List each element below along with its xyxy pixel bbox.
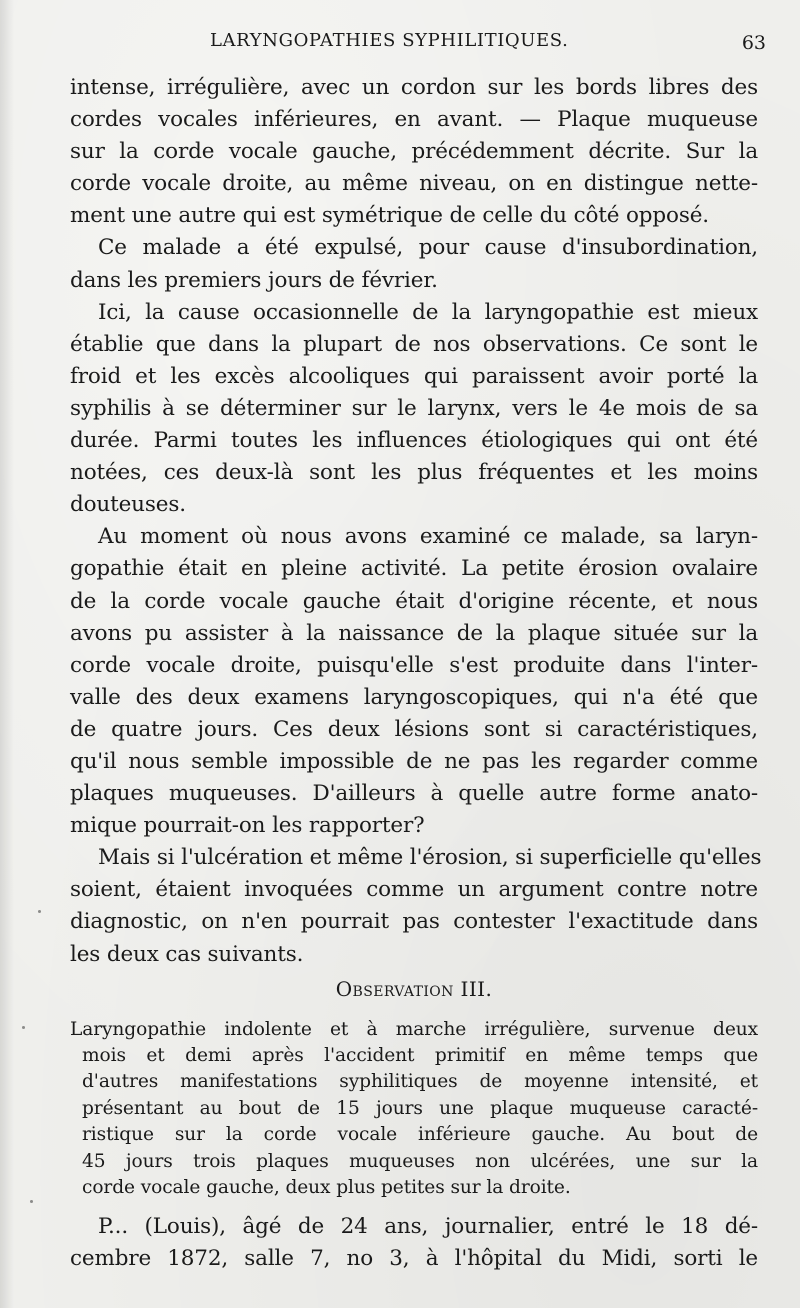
text-line: de la corde vocale gauche était d'origine récente, et nous bbox=[70, 588, 758, 614]
text-line: Ici, la cause occasionnelle de la laryngopathie est mieux bbox=[98, 299, 758, 325]
text-line: qu'il nous semble impossible de ne pas les regarder comme bbox=[70, 748, 758, 774]
page-header bbox=[70, 30, 766, 60]
text-line: durée. Parmi toutes les influences étiologiques qui ont été bbox=[70, 428, 758, 454]
text-line: diagnostic, on n'en pourrait pas contester l'exactitude dans bbox=[70, 909, 758, 935]
text-line: notées, ces deux-là sont les plus fréquentes et les moins bbox=[70, 460, 758, 486]
page-shadow-edge bbox=[0, 0, 14, 1308]
paragraph-diagnosis bbox=[70, 842, 762, 970]
paragraph-cause bbox=[70, 297, 758, 522]
text-line: douteuses. bbox=[70, 492, 186, 518]
text-line: dans les premiers jours de février. bbox=[70, 267, 438, 293]
paragraph-expulsion bbox=[70, 232, 758, 296]
text-line: cordes vocales inférieures, en avant. — Plaque muqueuse bbox=[70, 107, 758, 133]
summary-line: présentant au bout de 15 jours une plaque muqueuse caracté- bbox=[82, 1097, 758, 1119]
summary-line: mois et demi après l'accident primitif en même temps que bbox=[82, 1045, 758, 1067]
page-body bbox=[70, 72, 762, 1276]
text-line: ment une autre qui est symétrique de celle du côté opposé. bbox=[70, 203, 709, 229]
text-line: établie que dans la plupart de nos observations. Ce sont le bbox=[70, 331, 758, 357]
paragraph-patient bbox=[70, 1211, 758, 1275]
paragraph-examination bbox=[70, 521, 758, 842]
paper-speck bbox=[38, 910, 41, 913]
text-line: corde vocale droite, au même niveau, on en distingue nette- bbox=[70, 171, 758, 197]
text-line: corde vocale droite, puisqu'elle s'est produite dans l'inter- bbox=[70, 652, 758, 678]
observation-summary bbox=[70, 1017, 758, 1202]
text-line: avons pu assister à la naissance de la plaque située sur la bbox=[70, 620, 758, 646]
text-line: syphilis à se déterminer sur le larynx, vers le 4e mois de sa bbox=[70, 395, 758, 421]
summary-line: ristique sur la corde vocale inférieure gauche. Au bout de bbox=[82, 1124, 758, 1146]
page-number: 63 bbox=[741, 32, 766, 54]
summary-line: corde vocale gauche, deux plus petites sur la droite. bbox=[82, 1176, 571, 1198]
text-line: Au moment où nous avons examiné ce malade, sa laryn- bbox=[98, 524, 758, 550]
text-line: soient, étaient invoquées comme un argument contre notre bbox=[70, 877, 758, 903]
text-line: gopathie était en pleine activité. La petite érosion ovalaire bbox=[70, 556, 758, 582]
running-head: LARYNGOPATHIES SYPHILITIQUES. bbox=[210, 30, 569, 51]
text-line: P... (Louis), âgé de 24 ans, journalier, entré le 18 dé- bbox=[98, 1214, 758, 1240]
text-line: Ce malade a été expulsé, pour cause d'insubordination, bbox=[98, 235, 758, 261]
text-line: froid et les excès alcooliques qui paraissent avoir porté la bbox=[70, 363, 758, 389]
paper-speck bbox=[30, 1200, 33, 1203]
paper-speck bbox=[22, 1026, 25, 1029]
text-line: sur la corde vocale gauche, précédemment décrite. Sur la bbox=[70, 139, 758, 165]
text-line: plaques muqueuses. D'ailleurs à quelle autre forme anato- bbox=[70, 781, 758, 807]
paragraph-continued bbox=[70, 72, 758, 232]
summary-line: Laryngopathie indolente et à marche irrégulière, survenue deux bbox=[70, 1018, 758, 1040]
text-line: cembre 1872, salle 7, no 3, à l'hôpital du Midi, sorti le bbox=[70, 1246, 758, 1272]
text-line: mique pourrait-on les rapporter? bbox=[70, 813, 425, 839]
summary-line: 45 jours trois plaques muqueuses non ulcérées, une sur la bbox=[82, 1150, 758, 1172]
text-line: de quatre jours. Ces deux lésions sont si caractéristiques, bbox=[70, 716, 758, 742]
text-line: les deux cas suivants. bbox=[70, 941, 304, 967]
text-line: Mais si l'ulcération et même l'érosion, si superficielle qu'elles bbox=[98, 845, 762, 871]
text-line: intense, irrégulière, avec un cordon sur les bords libres des bbox=[70, 75, 758, 100]
text-line: valle des deux examens laryngoscopiques, qui n'a été que bbox=[70, 684, 758, 710]
summary-line: d'autres manifestations syphilitiques de moyenne intensité, et bbox=[82, 1071, 758, 1093]
observation-heading: Observation III. bbox=[335, 976, 493, 1001]
